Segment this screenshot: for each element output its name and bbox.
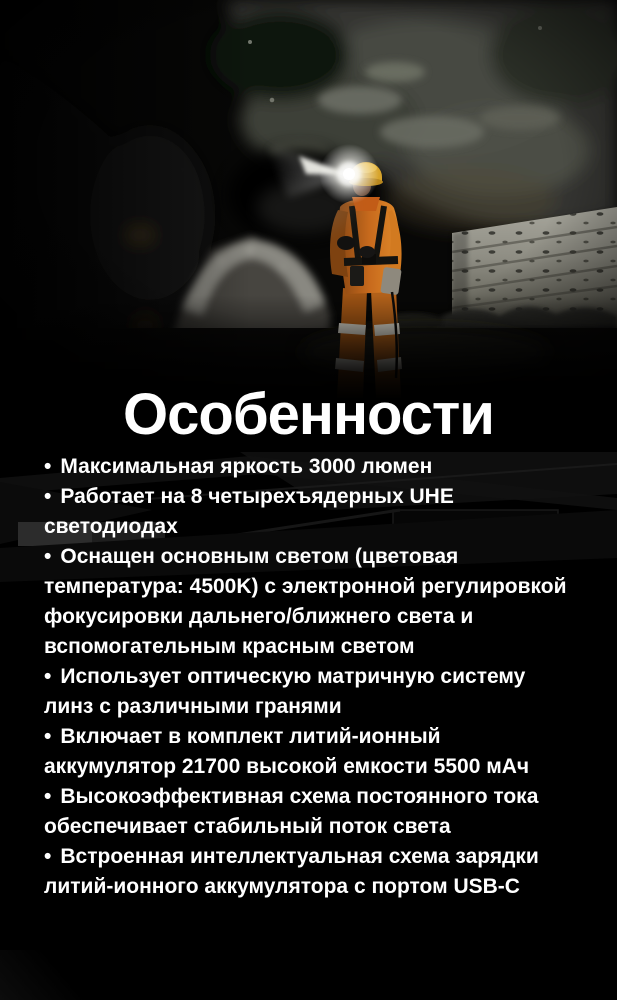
bullet-marker: • [44,665,52,688]
feature-text: Работает на 8 четырехъядерных UHE светодиодах [44,485,454,538]
feature-text: Максимальная яркость 3000 люмен [60,455,433,478]
feature-item [44,842,573,902]
hero-photo-miner-in-mine [0,0,617,400]
feature-item [44,722,573,782]
bullet-marker: • [44,485,52,508]
feature-item [44,662,573,722]
feature-text: Встроенная интеллектуальная схема зарядки литий-ионного аккумулятора с портом USB-C [44,845,539,898]
feature-item [44,452,573,482]
feature-item [44,542,573,662]
feature-text: Включает в комплект литий-ионный аккумулятор 21700 высокой емкости 5500 мАч [44,725,530,778]
bullet-marker: • [44,725,52,748]
feature-text: Использует оптическую матричную систему линз с различными гранями [44,665,526,718]
feature-text: Высокоэффективная схема постоянного тока обеспечивает стабильный поток света [44,785,539,838]
bullet-marker: • [44,785,52,808]
bottom-left-shade [0,950,90,1000]
bullet-marker: • [44,455,52,478]
bullet-marker: • [44,545,52,568]
feature-item [44,782,573,842]
feature-text: Оснащен основным светом (цветовая температура: 4500K) с электронной регулировкой фокусировки дальнего/ближнего света и вспомогательным красным светом [44,545,567,658]
features-list [0,452,617,902]
features-title: Особенности [123,382,494,447]
feature-item [44,482,573,542]
bullet-marker: • [44,845,52,868]
